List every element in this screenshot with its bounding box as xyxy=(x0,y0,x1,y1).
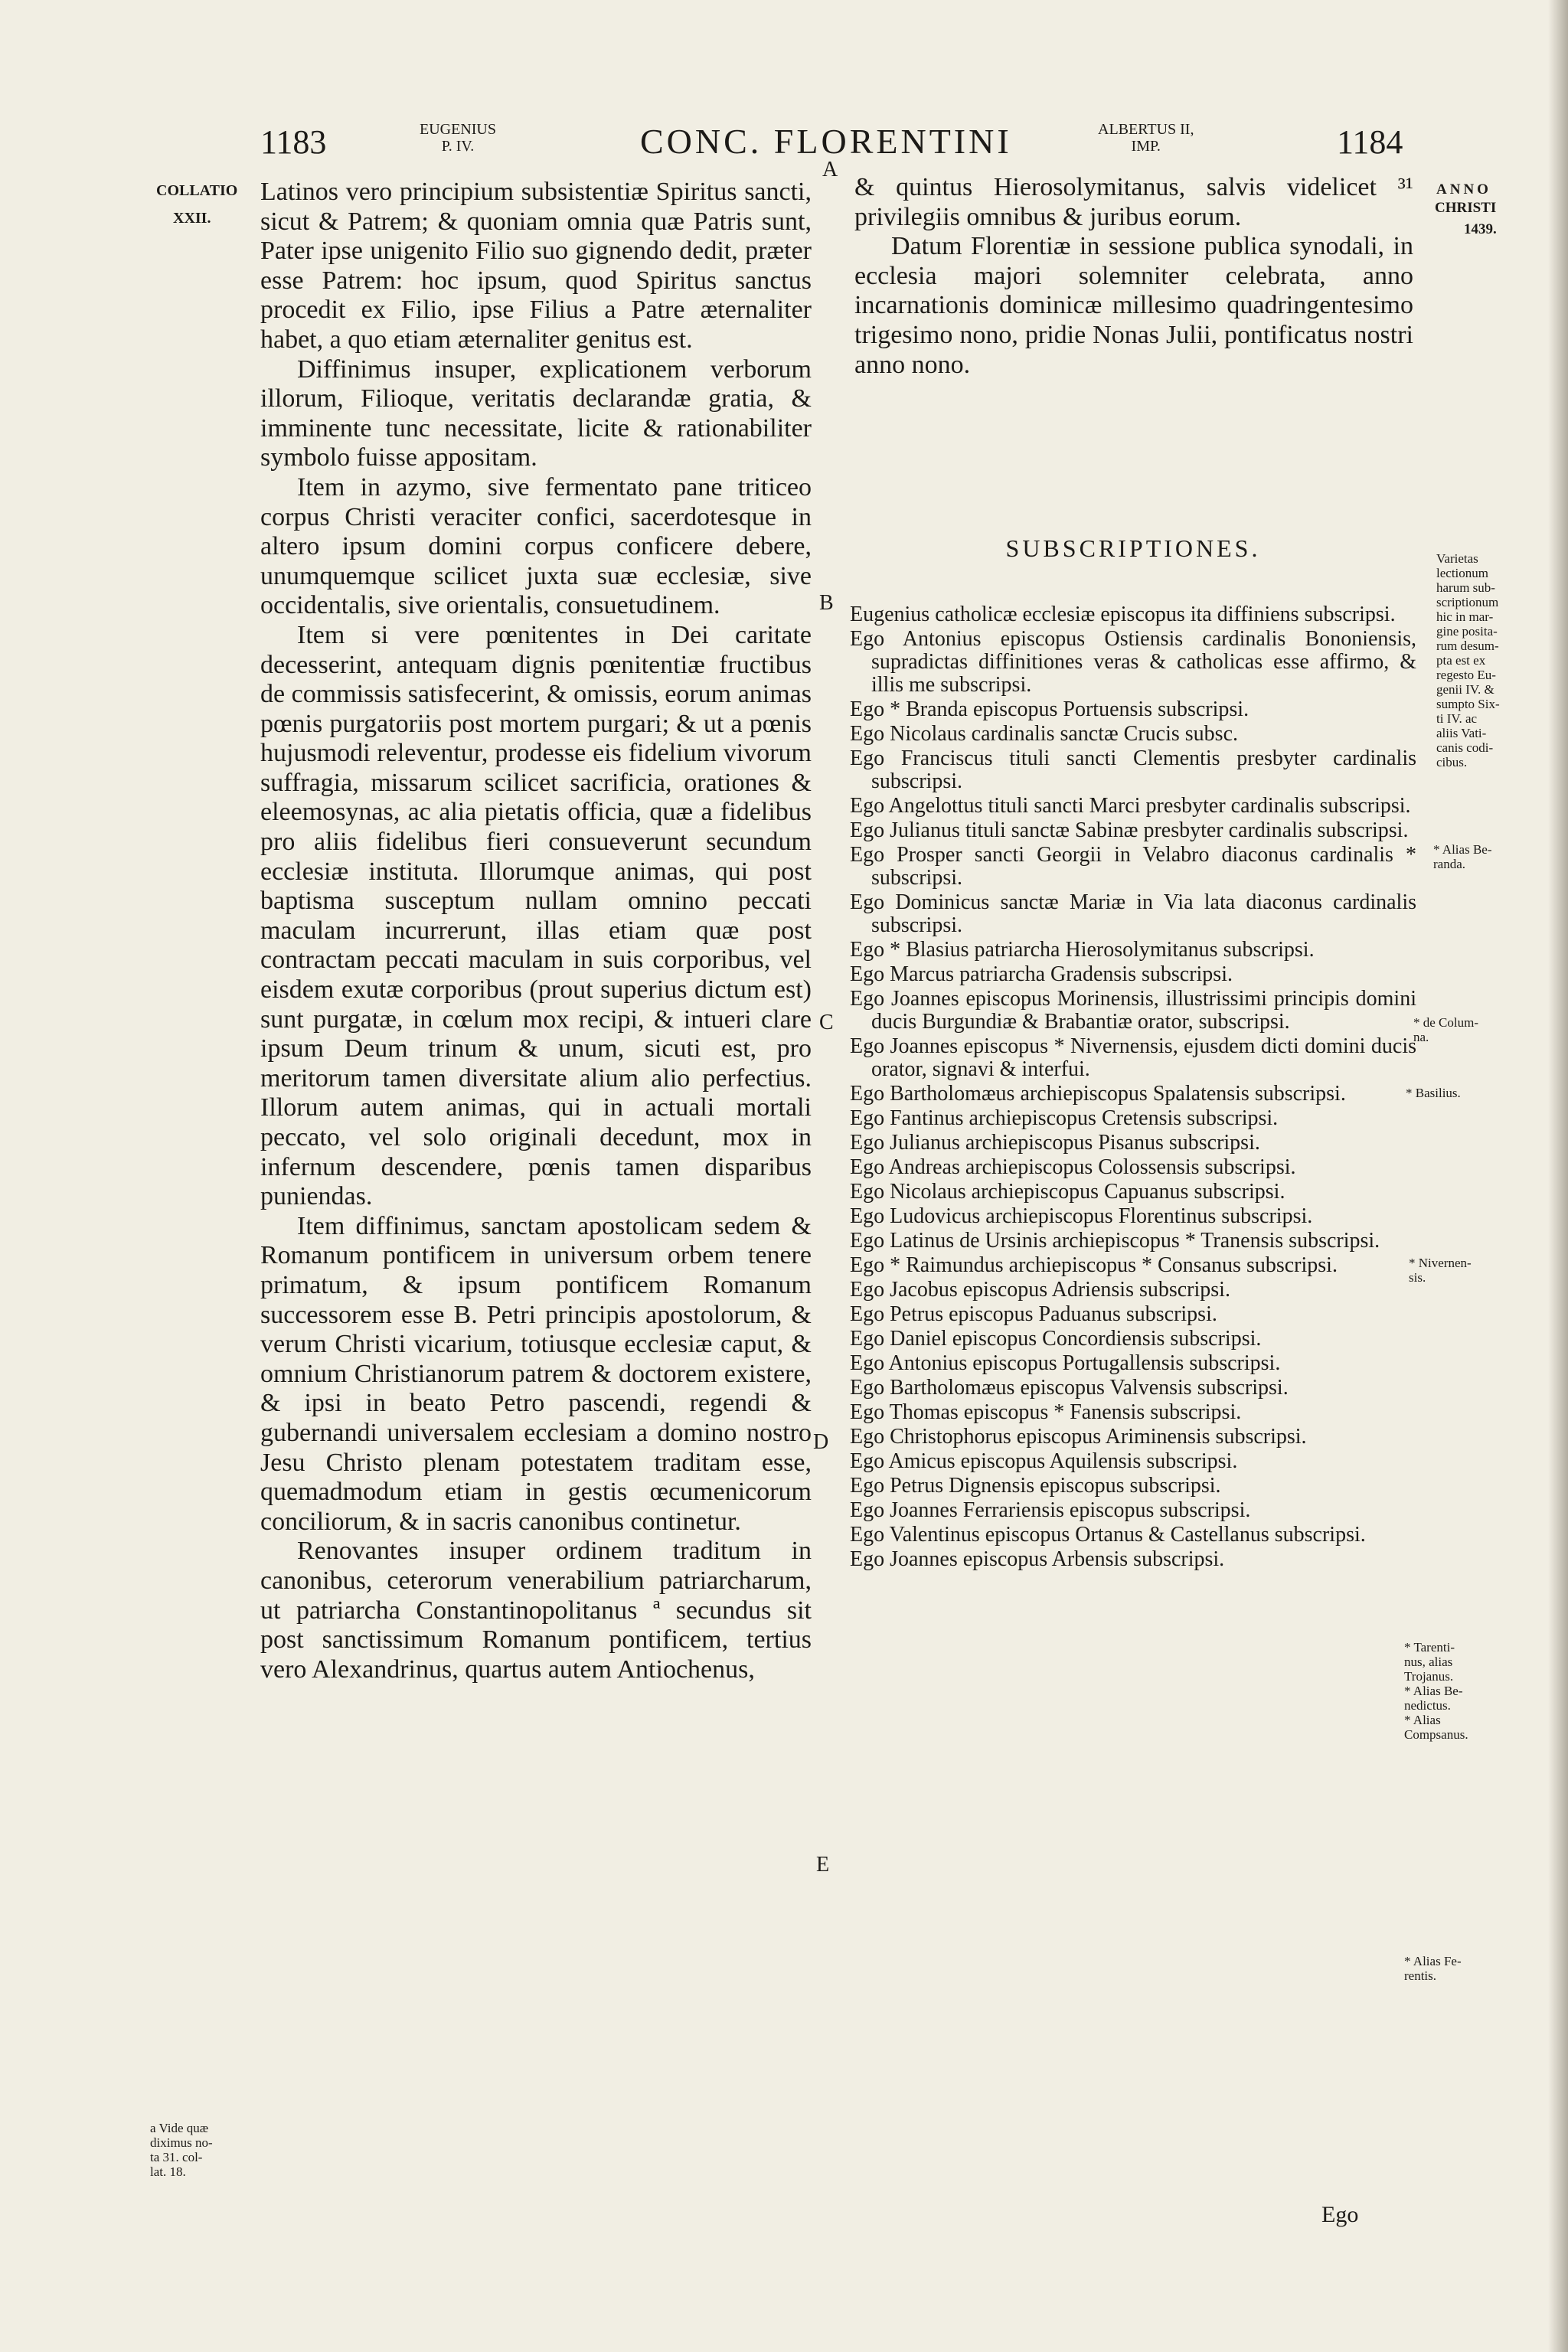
running-head-emperor xyxy=(1098,121,1194,155)
variant-note xyxy=(1433,842,1492,871)
note-line: pta est ex xyxy=(1436,653,1486,668)
running-head-emperor-title: IMP. xyxy=(1131,138,1161,155)
list-item: Ego Joannes episcopus Arbensis subscripsi. xyxy=(850,1547,1225,1571)
list-item: Ego Bartholomæus episcopus Valvensis subscripsi. xyxy=(850,1376,1289,1400)
list-item: Ego Joannes Ferrariensis episcopus subscripsi. xyxy=(850,1498,1251,1522)
anno-label: ANNO xyxy=(1436,181,1491,198)
variant-note: * Basilius. xyxy=(1406,1086,1461,1100)
note-line: * Alias xyxy=(1404,1713,1441,1727)
list-item: Ego Thomas episcopus * Fanensis subscripsi. xyxy=(850,1400,1242,1424)
list-item: Ego Christophorus episcopus Ariminensis subscripsi. xyxy=(850,1425,1307,1449)
running-head-pope xyxy=(420,121,496,155)
list-item: Ego Marcus patriarcha Gradensis subscripsi. xyxy=(850,962,1233,986)
note-line: regesto Eu- xyxy=(1436,668,1496,682)
list-item: Ego Julianus tituli sanctæ Sabinæ presbyter cardinalis subscripsi. xyxy=(850,818,1409,842)
page-number-left: 1183 xyxy=(260,123,327,161)
page-edge-shadow xyxy=(1548,0,1568,2352)
note-line: Trojanus. xyxy=(1404,1669,1454,1684)
list-item: Ego Julianus archiepiscopus Pisanus subscripsi. xyxy=(850,1131,1260,1155)
footnote-line: diximus no- xyxy=(150,2135,213,2150)
footnote-line: ta 31. col- xyxy=(150,2150,203,2164)
list-item: Ego Antonius episcopus Portugallensis subscripsi. xyxy=(850,1351,1281,1375)
note-line: ti IV. ac xyxy=(1436,711,1478,726)
page-number-right: 1184 xyxy=(1337,123,1403,161)
note-line: cibus. xyxy=(1436,755,1468,769)
paragraph: Diffinimus insuper, explicationem verborum illorum, Filioque, veritatis declarandæ gratia, & imminente tunc necessitate, licite & rationabiliter symbolo fuisse appositam. xyxy=(260,354,812,472)
list-item: Ego Ludovicus archiepiscopus Florentinus subscripsi. xyxy=(850,1204,1313,1228)
section-letter-b: B xyxy=(819,591,834,615)
footnote-line: a Vide quæ xyxy=(150,2121,209,2135)
left-column-text xyxy=(260,178,812,1684)
christi-label: CHRISTI xyxy=(1435,200,1497,216)
note-line: genii IV. & xyxy=(1436,682,1494,697)
note-line: randa. xyxy=(1433,857,1466,871)
note-line: * Nivernen- xyxy=(1409,1256,1472,1270)
note-line: sumpto Six- xyxy=(1436,697,1500,711)
paragraph: Latinos vero principium subsistentiæ Spiritus sancti, sicut & Patrem; & quoniam omnia quæ Patris sunt, Pater ipse unigenito Filio suo gignendo dedit, præter esse Patrem: hoc ipsum, quod Spiritus sanctus procedit ex Filio, ipse Filius a Patre æternaliter habet, a quo etiam æternaliter genitus est. xyxy=(260,178,812,354)
note-line: * Alias Be- xyxy=(1404,1684,1463,1698)
running-head-emperor-name: ALBERTUS II, xyxy=(1098,121,1194,138)
section-letter-a: A xyxy=(822,158,838,181)
note-line: lectionum xyxy=(1436,566,1488,580)
list-item: Ego Fantinus archiepiscopus Cretensis subscripsi. xyxy=(850,1106,1279,1130)
list-item: Ego Prosper sancti Georgii in Velabro diaconus cardinalis * subscripsi. xyxy=(850,843,1416,890)
variant-note xyxy=(1409,1256,1472,1285)
subscriptiones-list xyxy=(850,603,1416,1573)
running-head-pope-name: EUGENIUS xyxy=(420,121,496,138)
varietas-note xyxy=(1436,551,1500,769)
variant-note xyxy=(1413,1015,1478,1044)
list-item: Ego * Branda episcopus Portuensis subscripsi. xyxy=(850,697,1250,721)
collatio-number: XXII. xyxy=(173,210,211,227)
list-item: Ego * Raimundus archiepiscopus * Consanus subscripsi. xyxy=(850,1253,1338,1277)
note-line: Varietas xyxy=(1436,551,1478,566)
paragraph: & quintus Hierosolymitanus, salvis videlicet ³¹ privilegiis omnibus & juribus eorum. xyxy=(854,173,1413,231)
section-letter-e: E xyxy=(816,1853,830,1877)
list-item: Ego Jacobus episcopus Adriensis subscripsi. xyxy=(850,1278,1230,1302)
note-line: rum desum- xyxy=(1436,639,1499,653)
note-line: canis codi- xyxy=(1436,740,1494,755)
section-letter-d: D xyxy=(813,1430,829,1454)
catchword: Ego xyxy=(1321,2202,1359,2227)
list-item: Ego Latinus de Ursinis archiepiscopus * Tranensis subscripsi. xyxy=(850,1229,1380,1253)
section-letter-c: C xyxy=(819,1011,834,1034)
note-line: * Alias Fe- xyxy=(1404,1954,1462,1968)
list-item: Ego Andreas archiepiscopus Colossensis subscripsi. xyxy=(850,1155,1296,1179)
note-line: rentis. xyxy=(1404,1968,1437,1983)
note-line: sis. xyxy=(1409,1270,1426,1285)
variant-note xyxy=(1404,1954,1462,1983)
paragraph: Renovantes insuper ordinem traditum in canonibus, ceterorum venerabilium patriarcharum, ut patriarcha Constantinopolitanus ª secundus sit post sanctissimum Romanum pontificem, tertius vero Alexandrinus, quartus autem Antiochenus, xyxy=(260,1537,812,1684)
subscriptiones-heading: SUBSCRIPTIONES. xyxy=(1005,534,1261,562)
list-item: Ego Daniel episcopus Concordiensis subscripsi. xyxy=(850,1327,1262,1351)
note-line: * Alias Be- xyxy=(1433,842,1492,857)
right-column-continuation xyxy=(854,173,1413,380)
variant-note xyxy=(1404,1640,1468,1742)
paragraph: Item diffinimus, sanctam apostolicam sedem & Romanum pontificem in universum orbem tenere primatum, & ipsum pontificem Romanum successorem esse B. Petri principis apostolorum, & verum Christi vicarium, totiusque ecclesiæ caput, & omnium Christianorum patrem & doctorem existere, & ipsi in beato Petro pascendi, regendi & gubernandi universalem ecclesiam a domino nostro Jesu Christo plenam potestatem traditam esse, quemadmodum etiam in gestis œcumenicorum conciliorum, & in sacris canonibus continetur. xyxy=(260,1211,812,1536)
list-item: Ego Nicolaus cardinalis sanctæ Crucis subsc. xyxy=(850,722,1239,746)
list-item: Ego Petrus Dignensis episcopus subscripsi. xyxy=(850,1474,1221,1498)
footnote-a xyxy=(150,2121,213,2179)
footnote-line: lat. 18. xyxy=(150,2164,186,2179)
note-line: nus, alias xyxy=(1404,1655,1453,1669)
anno-year: 1439. xyxy=(1464,221,1497,237)
note-line: aliis Vati- xyxy=(1436,726,1487,740)
datum-paragraph: Datum Florentiæ in sessione publica synodali, in ecclesia majori solemniter celebrata, anno incarnationis dominicæ millesimo quadringentesimo trigesimo nono, pridie Nonas Julii, pontificatus nostri anno nono. xyxy=(854,232,1413,379)
note-line: na. xyxy=(1413,1030,1429,1044)
collatio-label: COLLATIO xyxy=(156,182,238,199)
list-item: Ego Joannes episcopus Morinensis, illustrissimi principis domini ducis Burgundiæ & Brabantiæ orator, subscripsi. xyxy=(850,987,1416,1034)
list-item: Ego * Blasius patriarcha Hierosolymitanus subscripsi. xyxy=(850,938,1315,962)
note-line: scriptionum xyxy=(1436,595,1499,609)
running-head-pope-number: P. IV. xyxy=(441,138,475,155)
note-line: * Tarenti- xyxy=(1404,1640,1455,1655)
list-item: Eugenius catholicæ ecclesiæ episcopus ita diffiniens subscripsi. xyxy=(850,603,1396,626)
list-item: Ego Franciscus tituli sancti Clementis presbyter cardinalis subscripsi. xyxy=(850,746,1416,793)
note-line: nedictus. xyxy=(1404,1698,1451,1713)
list-item: Ego Dominicus sanctæ Mariæ in Via lata diaconus cardinalis subscripsi. xyxy=(850,890,1416,937)
list-item: Ego Joannes episcopus * Nivernensis, ejusdem dicti domini ducis orator, signavi & interfui. xyxy=(850,1034,1416,1081)
list-item: Ego Valentinus episcopus Ortanus & Castellanus subscripsi. xyxy=(850,1523,1366,1547)
list-item: Ego Nicolaus archiepiscopus Capuanus subscripsi. xyxy=(850,1180,1285,1204)
list-item: Ego Angelottus tituli sancti Marci presbyter cardinalis subscripsi. xyxy=(850,794,1411,818)
note-line: gine posita- xyxy=(1436,624,1498,639)
list-item: Ego Antonius episcopus Ostiensis cardinalis Bononiensis, supradictas diffinitiones veras & catholicas esse affirmo, & illis me subscripsi. xyxy=(850,627,1416,697)
note-line: hic in mar- xyxy=(1436,609,1494,624)
list-item: Ego Amicus episcopus Aquilensis subscripsi. xyxy=(850,1449,1238,1473)
running-title: CONC. FLORENTINI xyxy=(640,122,1012,161)
note-line: harum sub- xyxy=(1436,580,1495,595)
list-item: Ego Bartholomæus archiepiscopus Spalatensis subscripsi. xyxy=(850,1082,1346,1106)
paragraph: Item si vere pœnitentes in Dei caritate decesserint, antequam dignis pœnitentiæ fructibus de commissis satisfecerint, & omissis, eorum animas pœnis purgatoriis post mortem purgari; & ut a pœnis hujusmodi releventur, prodesse eis fidelium vivorum suffragia, missarum scilicet sacrificia, orationes & eleemosynas, ac alia pietatis officia, quæ a fidelibus pro aliis fidelibus fieri consueverunt secundum ecclesiæ instituta. Illorumque animas, qui post baptisma susceptum nullam omnino peccati maculam incurrerunt, illas etiam quæ post contractam peccati maculam in suis corporibus, vel eisdem exutæ corporibus (prout superius dictum est) sunt purgatæ, in cœlum mox recipi, & intueri clare ipsum Deum trinum & unum, sicuti est, pro meritorum tamen diversitate alium alio perfectius. Illorum autem animas, qui in actuali mortali peccato, vel solo originali decedunt, mox in infernum descendere, pœnis tamen disparibus puniendas. xyxy=(260,620,812,1211)
list-item: Ego Petrus episcopus Paduanus subscripsi. xyxy=(850,1302,1217,1326)
note-line: Compsanus. xyxy=(1404,1727,1468,1742)
note-line: * de Colum- xyxy=(1413,1015,1478,1030)
paragraph: Item in azymo, sive fermentato pane triticeo corpus Christi veraciter confici, sacerdotesque in altero ipsum domini corpus conficere debere, unumquemque scilicet juxta suæ ecclesiæ, sive occidentalis, sive orientalis, consuetudinem. xyxy=(260,472,812,620)
